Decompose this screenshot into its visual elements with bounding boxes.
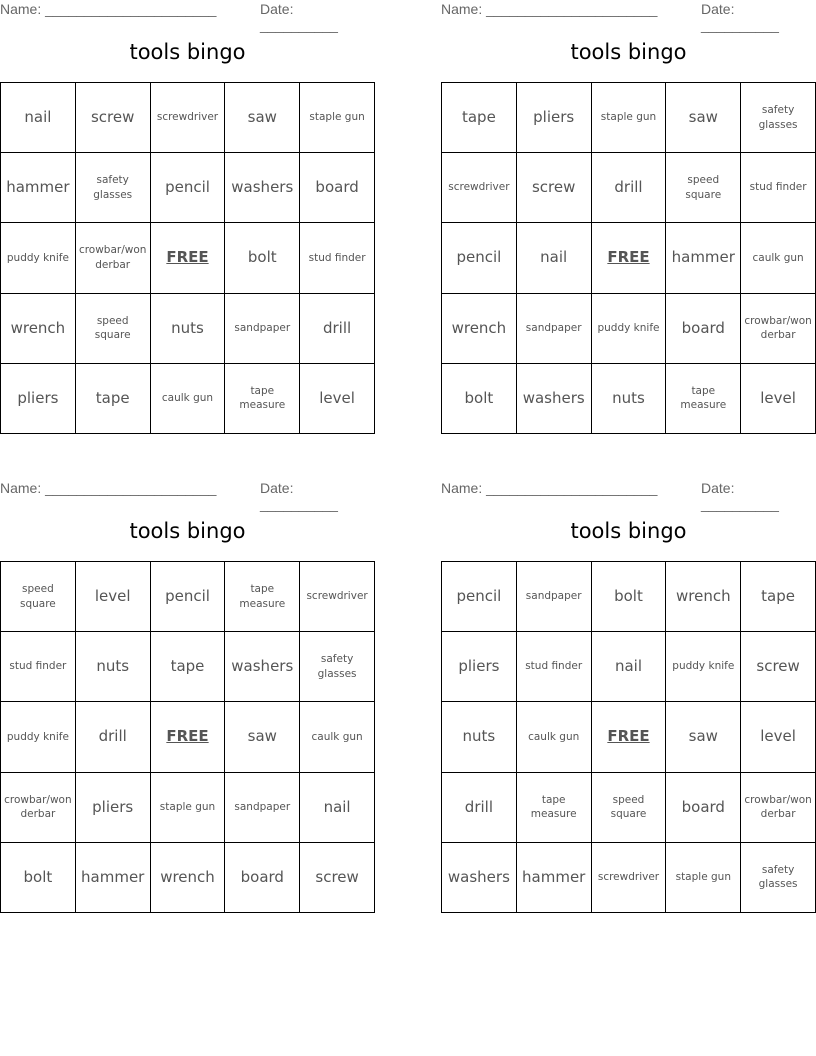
bingo-cell: wrench [442,294,517,364]
name-label: Name: ______________________ [441,1,658,17]
date-label: Date: __________ [701,1,779,33]
bingo-cell: saw [666,702,741,772]
date-label: Date: __________ [701,480,779,512]
bingo-cell: washers [225,632,300,702]
bingo-cell: drill [442,773,517,843]
bingo-cell: crowbar/wonderbar [76,223,151,293]
bingo-cell: safety glasses [741,83,816,153]
bingo-cell: hammer [76,843,151,913]
bingo-cell: tape measure [225,364,300,434]
bingo-cell: washers [225,153,300,223]
free-space: FREE [592,702,667,772]
bingo-cell: sandpaper [517,562,592,632]
bingo-cell: tape measure [666,364,741,434]
bingo-grid [0,82,375,434]
card-title: tools bingo [570,519,687,543]
bingo-cell: puddy knife [1,702,76,772]
bingo-cell: screw [741,632,816,702]
name-date-line [441,0,816,33]
bingo-cell: board [300,153,375,223]
bingo-cell: bolt [225,223,300,293]
bingo-cell: screwdriver [151,83,226,153]
name-label: Name: ______________________ [441,480,658,496]
bingo-cell: board [666,294,741,364]
bingo-grid [441,82,816,434]
bingo-cell: tape measure [225,562,300,632]
bingo-cell: level [741,364,816,434]
bingo-cell: puddy knife [666,632,741,702]
bingo-cell: screw [300,843,375,913]
bingo-cell: caulk gun [741,223,816,293]
bingo-cell: crowbar/wonderbar [741,294,816,364]
bingo-cell: nail [300,773,375,843]
bingo-cell: pliers [1,364,76,434]
name-date-line [441,479,816,512]
card-title: tools bingo [129,519,246,543]
bingo-cell: screwdriver [300,562,375,632]
bingo-cell: washers [442,843,517,913]
bingo-cell: crowbar/wonderbar [1,773,76,843]
bingo-cell: crowbar/wonderbar [741,773,816,843]
bingo-cell: pliers [76,773,151,843]
bingo-cell: puddy knife [592,294,667,364]
free-space: FREE [592,223,667,293]
bingo-cell: washers [517,364,592,434]
bingo-cell: tape [442,83,517,153]
bingo-cell: sandpaper [225,294,300,364]
bingo-cell: safety glasses [741,843,816,913]
bingo-cell: saw [225,702,300,772]
bingo-cell: pencil [151,562,226,632]
bingo-cell: stud finder [741,153,816,223]
bingo-cell: bolt [592,562,667,632]
bingo-cell: drill [300,294,375,364]
bingo-cell: speed square [1,562,76,632]
bingo-cell: stud finder [517,632,592,702]
bingo-cell: nuts [592,364,667,434]
bingo-cell: drill [76,702,151,772]
bingo-cell: saw [666,83,741,153]
free-space: FREE [151,223,226,293]
bingo-cell: nail [517,223,592,293]
bingo-cell: caulk gun [151,364,226,434]
bingo-cell: level [741,702,816,772]
bingo-cell: saw [225,83,300,153]
bingo-cell: sandpaper [225,773,300,843]
bingo-cell: tape measure [517,773,592,843]
bingo-cell: stud finder [300,223,375,293]
bingo-cell: safety glasses [300,632,375,702]
bingo-cell: screw [76,83,151,153]
bingo-cell: speed square [592,773,667,843]
bingo-cell: tape [741,562,816,632]
bingo-cell: nail [592,632,667,702]
bingo-cell: level [76,562,151,632]
card-title: tools bingo [129,40,246,64]
bingo-cell: pencil [442,223,517,293]
bingo-cell: stud finder [1,632,76,702]
bingo-cell: tape [151,632,226,702]
date-label: Date: __________ [260,1,338,33]
bingo-cell: tape [76,364,151,434]
bingo-grid [441,561,816,913]
bingo-cell: screwdriver [442,153,517,223]
bingo-cell: wrench [151,843,226,913]
bingo-cell: board [225,843,300,913]
bingo-cell: caulk gun [300,702,375,772]
bingo-cell: bolt [442,364,517,434]
bingo-cell: staple gun [666,843,741,913]
bingo-cell: hammer [517,843,592,913]
date-label: Date: __________ [260,480,338,512]
bingo-cell: staple gun [592,83,667,153]
bingo-cell: sandpaper [517,294,592,364]
bingo-cell: screw [517,153,592,223]
card-title: tools bingo [570,40,687,64]
bingo-cell: hammer [1,153,76,223]
bingo-cell: speed square [76,294,151,364]
bingo-cell: staple gun [151,773,226,843]
bingo-cell: level [300,364,375,434]
bingo-cell: puddy knife [1,223,76,293]
bingo-cell: nuts [151,294,226,364]
bingo-cell: pencil [442,562,517,632]
bingo-cell: screwdriver [592,843,667,913]
bingo-cell: wrench [1,294,76,364]
bingo-cell: nuts [442,702,517,772]
bingo-cell: wrench [666,562,741,632]
bingo-cell: nuts [76,632,151,702]
bingo-cell: safety glasses [76,153,151,223]
name-label: Name: ______________________ [0,480,217,496]
bingo-cell: drill [592,153,667,223]
bingo-cell: hammer [666,223,741,293]
name-date-line [0,479,375,512]
bingo-cell: staple gun [300,83,375,153]
bingo-cell: speed square [666,153,741,223]
bingo-cell: pliers [442,632,517,702]
bingo-cell: caulk gun [517,702,592,772]
bingo-cell: pencil [151,153,226,223]
free-space: FREE [151,702,226,772]
bingo-cell: pliers [517,83,592,153]
bingo-cell: board [666,773,741,843]
name-date-line [0,0,375,33]
bingo-cell: bolt [1,843,76,913]
bingo-grid [0,561,375,913]
bingo-cell: nail [1,83,76,153]
name-label: Name: ______________________ [0,1,217,17]
